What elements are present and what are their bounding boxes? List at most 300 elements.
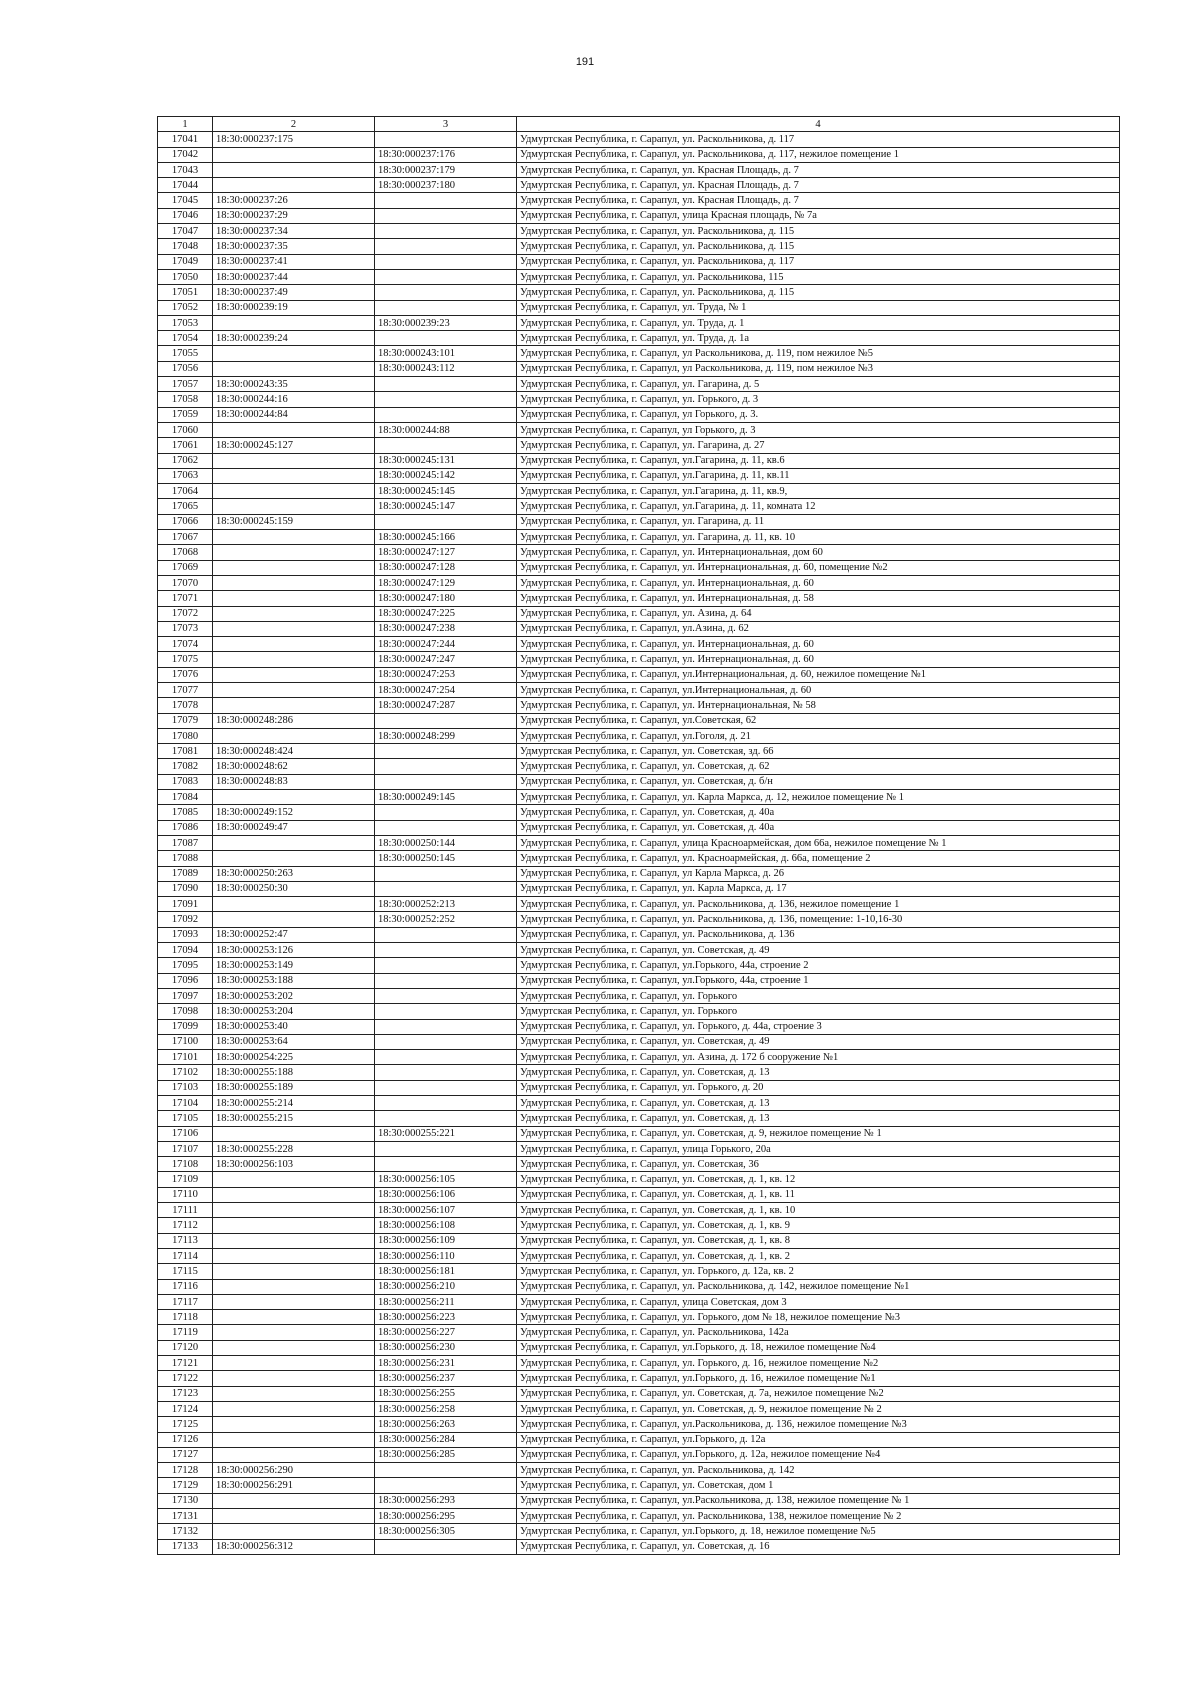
table-row <box>158 1157 1120 1172</box>
row-number-cell: 17111 <box>158 1203 213 1218</box>
table-row <box>158 774 1120 789</box>
column-header-4: 4 <box>517 117 1120 132</box>
table-row <box>158 1463 1120 1478</box>
table-row <box>158 1126 1120 1141</box>
address-cell: Удмуртская Республика, г. Сарапул, ул. Раскольникова, д. 115 <box>517 224 1120 239</box>
row-number-cell: 17081 <box>158 744 213 759</box>
table-row <box>158 208 1120 223</box>
table-row <box>158 1019 1120 1034</box>
table-row <box>158 897 1120 912</box>
table-row <box>158 484 1120 499</box>
row-number-cell: 17104 <box>158 1096 213 1111</box>
row-number-cell: 17125 <box>158 1417 213 1432</box>
address-cell: Удмуртская Республика, г. Сарапул, ул.Интернациональная, д. 60 <box>517 682 1120 697</box>
cadastral-number-alt-cell: 18:30:000256:109 <box>375 1233 517 1248</box>
row-number-cell: 17094 <box>158 943 213 958</box>
cadastral-number-cell <box>213 1294 375 1309</box>
table-row <box>158 927 1120 942</box>
address-cell: Удмуртская Республика, г. Сарапул, улица Горького, 20а <box>517 1141 1120 1156</box>
cadastral-number-alt-cell <box>375 988 517 1003</box>
row-number-cell: 17119 <box>158 1325 213 1340</box>
row-number-cell: 17127 <box>158 1447 213 1462</box>
cadastral-number-alt-cell <box>375 1463 517 1478</box>
table-row <box>158 468 1120 483</box>
row-number-cell: 17105 <box>158 1111 213 1126</box>
address-cell: Удмуртская Республика, г. Сарапул, ул. Горького, д. 3 <box>517 392 1120 407</box>
cadastral-number-alt-cell <box>375 866 517 881</box>
row-number-cell: 17057 <box>158 377 213 392</box>
cadastral-number-alt-cell: 18:30:000250:144 <box>375 835 517 850</box>
cadastral-number-cell <box>213 178 375 193</box>
cadastral-number-alt-cell: 18:30:000247:287 <box>375 698 517 713</box>
cadastral-number-cell <box>213 1356 375 1371</box>
address-cell: Удмуртская Республика, г. Сарапул, ул Горького, д. 3. <box>517 407 1120 422</box>
address-cell: Удмуртская Республика, г. Сарапул, ул.Азина, д. 62 <box>517 621 1120 636</box>
cadastral-number-cell <box>213 1325 375 1340</box>
cadastral-number-alt-cell <box>375 1080 517 1095</box>
table-row <box>158 1386 1120 1401</box>
table-row <box>158 728 1120 743</box>
row-number-cell: 17068 <box>158 545 213 560</box>
table-row <box>158 361 1120 376</box>
cadastral-number-cell <box>213 591 375 606</box>
row-number-cell: 17088 <box>158 851 213 866</box>
table-row <box>158 392 1120 407</box>
address-cell: Удмуртская Республика, г. Сарапул, ул. Интернациональная, д. 60, помещение №2 <box>517 560 1120 575</box>
address-cell: Удмуртская Республика, г. Сарапул, ул. Советская, д. 49 <box>517 1034 1120 1049</box>
address-cell: Удмуртская Республика, г. Сарапул, ул. Советская, д. 13 <box>517 1065 1120 1080</box>
cadastral-number-cell <box>213 1218 375 1233</box>
table-row <box>158 591 1120 606</box>
cadastral-number-alt-cell <box>375 820 517 835</box>
cadastral-number-alt-cell <box>375 805 517 820</box>
cadastral-number-alt-cell <box>375 713 517 728</box>
cadastral-number-cell: 18:30:000237:175 <box>213 132 375 147</box>
address-cell: Удмуртская Республика, г. Сарапул, ул. Раскольникова, д. 136, помещение: 1-10,16-30 <box>517 912 1120 927</box>
row-number-cell: 17053 <box>158 315 213 330</box>
address-cell: Удмуртская Республика, г. Сарапул, ул Раскольникова, д. 119, пом нежилое №5 <box>517 346 1120 361</box>
row-number-cell: 17075 <box>158 652 213 667</box>
cadastral-number-alt-cell: 18:30:000256:293 <box>375 1493 517 1508</box>
cadastral-number-cell <box>213 1126 375 1141</box>
cadastral-number-cell <box>213 1509 375 1524</box>
address-cell: Удмуртская Республика, г. Сарапул, ул. Труда, д. 1а <box>517 331 1120 346</box>
address-cell: Удмуртская Республика, г. Сарапул, ул. Интернациональная, д. 60 <box>517 652 1120 667</box>
cadastral-number-cell <box>213 1371 375 1386</box>
table-row <box>158 1524 1120 1539</box>
row-number-cell: 17052 <box>158 300 213 315</box>
table-row <box>158 973 1120 988</box>
cadastral-number-alt-cell <box>375 759 517 774</box>
row-number-cell: 17063 <box>158 468 213 483</box>
row-number-cell: 17121 <box>158 1356 213 1371</box>
column-header-1: 1 <box>158 117 213 132</box>
cadastral-number-alt-cell <box>375 208 517 223</box>
cadastral-number-cell: 18:30:000253:149 <box>213 958 375 973</box>
table-row <box>158 300 1120 315</box>
cadastral-number-cell <box>213 484 375 499</box>
cadastral-number-alt-cell: 18:30:000256:105 <box>375 1172 517 1187</box>
row-number-cell: 17131 <box>158 1509 213 1524</box>
address-cell: Удмуртская Республика, г. Сарапул, ул. Советская, д. 1, кв. 9 <box>517 1218 1120 1233</box>
table-row <box>158 453 1120 468</box>
cadastral-number-cell <box>213 1493 375 1508</box>
address-cell: Удмуртская Республика, г. Сарапул, ул.Советская, 62 <box>517 713 1120 728</box>
table-row <box>158 1539 1120 1554</box>
cadastral-number-alt-cell: 18:30:000237:180 <box>375 178 517 193</box>
address-cell: Удмуртская Республика, г. Сарапул, ул. Раскольникова, д. 117 <box>517 254 1120 269</box>
cadastral-number-cell: 18:30:000256:312 <box>213 1539 375 1554</box>
row-number-cell: 17114 <box>158 1248 213 1263</box>
cadastral-number-alt-cell: 18:30:000256:284 <box>375 1432 517 1447</box>
row-number-cell: 17067 <box>158 530 213 545</box>
cadastral-number-alt-cell: 18:30:000239:23 <box>375 315 517 330</box>
cadastral-number-alt-cell <box>375 774 517 789</box>
row-number-cell: 17115 <box>158 1264 213 1279</box>
cadastral-number-alt-cell <box>375 1004 517 1019</box>
table-row <box>158 637 1120 652</box>
cadastral-number-cell <box>213 1447 375 1462</box>
cadastral-number-cell <box>213 912 375 927</box>
row-number-cell: 17101 <box>158 1050 213 1065</box>
cadastral-number-cell: 18:30:000237:41 <box>213 254 375 269</box>
table-row <box>158 1264 1120 1279</box>
address-cell: Удмуртская Республика, г. Сарапул, ул.Гагарина, д. 11, кв.11 <box>517 468 1120 483</box>
row-number-cell: 17048 <box>158 239 213 254</box>
cadastral-number-alt-cell: 18:30:000256:258 <box>375 1401 517 1416</box>
table-row <box>158 499 1120 514</box>
table-row <box>158 1172 1120 1187</box>
table-row <box>158 1279 1120 1294</box>
row-number-cell: 17041 <box>158 132 213 147</box>
cadastral-number-alt-cell: 18:30:000243:101 <box>375 346 517 361</box>
table-row <box>158 943 1120 958</box>
address-cell: Удмуртская Республика, г. Сарапул, ул. Раскольникова, 142а <box>517 1325 1120 1340</box>
table-row <box>158 224 1120 239</box>
row-number-cell: 17077 <box>158 682 213 697</box>
address-cell: Удмуртская Республика, г. Сарапул, ул. Советская, зд. 66 <box>517 744 1120 759</box>
table-row <box>158 407 1120 422</box>
cadastral-number-cell: 18:30:000237:26 <box>213 193 375 208</box>
table-row <box>158 682 1120 697</box>
cadastral-number-alt-cell: 18:30:000256:237 <box>375 1371 517 1386</box>
row-number-cell: 17049 <box>158 254 213 269</box>
cadastral-number-cell: 18:30:000250:30 <box>213 881 375 896</box>
address-cell: Удмуртская Республика, г. Сарапул, ул. Советская, д. б/н <box>517 774 1120 789</box>
cadastral-number-cell: 18:30:000253:126 <box>213 943 375 958</box>
cadastral-number-alt-cell <box>375 1157 517 1172</box>
row-number-cell: 17110 <box>158 1187 213 1202</box>
address-cell: Удмуртская Республика, г. Сарапул, ул. Советская, д. 1, кв. 12 <box>517 1172 1120 1187</box>
cadastral-number-alt-cell: 18:30:000256:108 <box>375 1218 517 1233</box>
address-cell: Удмуртская Республика, г. Сарапул, улица Советская, дом 3 <box>517 1294 1120 1309</box>
cadastral-number-alt-cell: 18:30:000247:244 <box>375 637 517 652</box>
table-row <box>158 621 1120 636</box>
row-number-cell: 17092 <box>158 912 213 927</box>
address-cell: Удмуртская Республика, г. Сарапул, ул.Гагарина, д. 11, комната 12 <box>517 499 1120 514</box>
cadastral-number-cell <box>213 1401 375 1416</box>
table-row <box>158 1294 1120 1309</box>
table-row <box>158 1478 1120 1493</box>
row-number-cell: 17124 <box>158 1401 213 1416</box>
address-cell: Удмуртская Республика, г. Сарапул, ул.Горького, д. 12а <box>517 1432 1120 1447</box>
address-cell: Удмуртская Республика, г. Сарапул, ул. Интернациональная, д. 60 <box>517 575 1120 590</box>
cadastral-number-alt-cell <box>375 1539 517 1554</box>
row-number-cell: 17109 <box>158 1172 213 1187</box>
address-cell: Удмуртская Республика, г. Сарапул, ул Раскольникова, д. 119, пом нежилое №3 <box>517 361 1120 376</box>
row-number-cell: 17042 <box>158 147 213 162</box>
address-cell: Удмуртская Республика, г. Сарапул, ул. Советская, д. 62 <box>517 759 1120 774</box>
cadastral-number-alt-cell: 18:30:000247:238 <box>375 621 517 636</box>
cadastral-number-cell: 18:30:000255:189 <box>213 1080 375 1095</box>
row-number-cell: 17051 <box>158 285 213 300</box>
row-number-cell: 17085 <box>158 805 213 820</box>
cadastral-number-cell: 18:30:000243:35 <box>213 377 375 392</box>
cadastral-number-cell <box>213 315 375 330</box>
address-cell: Удмуртская Республика, г. Сарапул, ул. Советская, 36 <box>517 1157 1120 1172</box>
cadastral-number-cell <box>213 1432 375 1447</box>
address-cell: Удмуртская Республика, г. Сарапул, ул.Гагарина, д. 11, кв.9, <box>517 484 1120 499</box>
address-cell: Удмуртская Республика, г. Сарапул, ул. Советская, дом 1 <box>517 1478 1120 1493</box>
address-cell: Удмуртская Республика, г. Сарапул, ул. Азина, д. 64 <box>517 606 1120 621</box>
table-row <box>158 1187 1120 1202</box>
cadastral-number-cell: 18:30:000255:215 <box>213 1111 375 1126</box>
cadastral-number-alt-cell: 18:30:000247:128 <box>375 560 517 575</box>
cadastral-number-alt-cell <box>375 331 517 346</box>
cadastral-number-cell <box>213 162 375 177</box>
cadastral-number-alt-cell <box>375 1019 517 1034</box>
address-cell: Удмуртская Республика, г. Сарапул, ул. Азина, д. 172 б сооружение №1 <box>517 1050 1120 1065</box>
table-row <box>158 1096 1120 1111</box>
table-row <box>158 1233 1120 1248</box>
address-cell: Удмуртская Республика, г. Сарапул, ул. Красная Площадь, д. 7 <box>517 178 1120 193</box>
row-number-cell: 17084 <box>158 790 213 805</box>
address-cell: Удмуртская Республика, г. Сарапул, ул. Труда, № 1 <box>517 300 1120 315</box>
row-number-cell: 17102 <box>158 1065 213 1080</box>
table-row <box>158 1034 1120 1049</box>
table-row <box>158 331 1120 346</box>
cadastral-number-alt-cell: 18:30:000248:299 <box>375 728 517 743</box>
cadastral-number-cell: 18:30:000248:62 <box>213 759 375 774</box>
cadastral-number-alt-cell <box>375 392 517 407</box>
address-cell: Удмуртская Республика, г. Сарапул, ул. Карла Маркса, д. 12, нежилое помещение № 1 <box>517 790 1120 805</box>
address-cell: Удмуртская Республика, г. Сарапул, ул. Карла Маркса, д. 17 <box>517 881 1120 896</box>
row-number-cell: 17089 <box>158 866 213 881</box>
table-row <box>158 1218 1120 1233</box>
row-number-cell: 17097 <box>158 988 213 1003</box>
cadastral-number-alt-cell: 18:30:000245:147 <box>375 499 517 514</box>
table-row <box>158 606 1120 621</box>
cadastral-number-cell: 18:30:000239:24 <box>213 331 375 346</box>
address-cell: Удмуртская Республика, г. Сарапул, ул.Горького, д. 18, нежилое помещение №4 <box>517 1340 1120 1355</box>
cadastral-number-cell <box>213 728 375 743</box>
cadastral-number-alt-cell: 18:30:000252:252 <box>375 912 517 927</box>
table-row <box>158 514 1120 529</box>
row-number-cell: 17133 <box>158 1539 213 1554</box>
cadastral-number-alt-cell: 18:30:000256:211 <box>375 1294 517 1309</box>
row-number-cell: 17046 <box>158 208 213 223</box>
cadastral-number-cell <box>213 667 375 682</box>
address-cell: Удмуртская Республика, г. Сарапул, ул. Раскольникова, д. 142, нежилое помещение №1 <box>517 1279 1120 1294</box>
cadastral-number-cell <box>213 545 375 560</box>
cadastral-number-alt-cell: 18:30:000256:305 <box>375 1524 517 1539</box>
table-row <box>158 438 1120 453</box>
table-row <box>158 652 1120 667</box>
cadastral-number-cell <box>213 621 375 636</box>
cadastral-number-alt-cell: 18:30:000256:285 <box>375 1447 517 1462</box>
row-number-cell: 17112 <box>158 1218 213 1233</box>
table-row <box>158 1248 1120 1263</box>
column-header-3: 3 <box>375 117 517 132</box>
table-row <box>158 193 1120 208</box>
column-header-2: 2 <box>213 117 375 132</box>
row-number-cell: 17059 <box>158 407 213 422</box>
address-cell: Удмуртская Республика, г. Сарапул, ул. Горького, д. 12а, кв. 2 <box>517 1264 1120 1279</box>
cadastral-number-alt-cell: 18:30:000256:181 <box>375 1264 517 1279</box>
row-number-cell: 17044 <box>158 178 213 193</box>
cadastral-number-alt-cell: 18:30:000256:223 <box>375 1310 517 1325</box>
row-number-cell: 17050 <box>158 269 213 284</box>
cadastral-number-alt-cell: 18:30:000256:263 <box>375 1417 517 1432</box>
row-number-cell: 17126 <box>158 1432 213 1447</box>
table-row <box>158 866 1120 881</box>
table-row <box>158 1509 1120 1524</box>
cadastral-number-cell <box>213 851 375 866</box>
cadastral-number-alt-cell <box>375 269 517 284</box>
row-number-cell: 17076 <box>158 667 213 682</box>
row-number-cell: 17093 <box>158 927 213 942</box>
row-number-cell: 17045 <box>158 193 213 208</box>
row-number-cell: 17078 <box>158 698 213 713</box>
address-cell: Удмуртская Республика, г. Сарапул, ул. Раскольникова, д. 136, нежилое помещение 1 <box>517 897 1120 912</box>
cadastral-number-cell <box>213 453 375 468</box>
address-cell: Удмуртская Республика, г. Сарапул, ул. Горького, д. 16, нежилое помещение №2 <box>517 1356 1120 1371</box>
cadastral-number-cell: 18:30:000245:127 <box>213 438 375 453</box>
address-cell: Удмуртская Республика, г. Сарапул, ул Карла Маркса, д. 26 <box>517 866 1120 881</box>
page-number: 191 <box>575 56 595 68</box>
cadastral-number-cell: 18:30:000248:286 <box>213 713 375 728</box>
cadastral-number-cell <box>213 835 375 850</box>
cadastral-number-alt-cell <box>375 744 517 759</box>
cadastral-number-cell <box>213 346 375 361</box>
table-row <box>158 1356 1120 1371</box>
cadastral-number-cell: 18:30:000256:290 <box>213 1463 375 1478</box>
address-cell: Удмуртская Республика, г. Сарапул, ул. Интернациональная, д. 60 <box>517 637 1120 652</box>
address-cell: Удмуртская Республика, г. Сарапул, ул.Горького, д. 12а, нежилое помещение №4 <box>517 1447 1120 1462</box>
cadastral-number-cell <box>213 1172 375 1187</box>
table-row <box>158 1493 1120 1508</box>
table-row <box>158 1447 1120 1462</box>
cadastral-number-cell: 18:30:000250:263 <box>213 866 375 881</box>
cadastral-number-cell <box>213 1279 375 1294</box>
address-cell: Удмуртская Республика, г. Сарапул, ул. Советская, д. 1, кв. 8 <box>517 1233 1120 1248</box>
table-row <box>158 805 1120 820</box>
cadastral-number-alt-cell <box>375 881 517 896</box>
table-row <box>158 667 1120 682</box>
address-cell: Удмуртская Республика, г. Сарапул, ул. Гагарина, д. 11 <box>517 514 1120 529</box>
row-number-cell: 17099 <box>158 1019 213 1034</box>
table-row <box>158 759 1120 774</box>
table-row <box>158 254 1120 269</box>
table-row <box>158 1111 1120 1126</box>
address-cell: Удмуртская Республика, г. Сарапул, ул. Красная Площадь, д. 7 <box>517 162 1120 177</box>
cadastral-number-cell <box>213 1340 375 1355</box>
row-number-cell: 17100 <box>158 1034 213 1049</box>
cadastral-number-cell: 18:30:000245:159 <box>213 514 375 529</box>
row-number-cell: 17065 <box>158 499 213 514</box>
cadastral-number-alt-cell <box>375 239 517 254</box>
cadastral-number-cell <box>213 1417 375 1432</box>
address-cell: Удмуртская Республика, г. Сарапул, ул.Горького, 44а, строение 2 <box>517 958 1120 973</box>
row-number-cell: 17123 <box>158 1386 213 1401</box>
address-cell: Удмуртская Республика, г. Сарапул, ул. Советская, д. 1, кв. 11 <box>517 1187 1120 1202</box>
address-cell: Удмуртская Республика, г. Сарапул, ул. Советская, д. 7а, нежилое помещение №2 <box>517 1386 1120 1401</box>
cadastral-number-cell: 18:30:000237:35 <box>213 239 375 254</box>
table-row <box>158 988 1120 1003</box>
table-row <box>158 285 1120 300</box>
address-cell: Удмуртская Республика, г. Сарапул, ул. Советская, д. 40а <box>517 805 1120 820</box>
row-number-cell: 17130 <box>158 1493 213 1508</box>
cadastral-number-cell: 18:30:000249:47 <box>213 820 375 835</box>
row-number-cell: 17066 <box>158 514 213 529</box>
cadastral-number-cell <box>213 652 375 667</box>
row-number-cell: 17118 <box>158 1310 213 1325</box>
address-cell: Удмуртская Республика, г. Сарапул, ул. Советская, д. 40а <box>517 820 1120 835</box>
cadastral-number-alt-cell <box>375 285 517 300</box>
row-number-cell: 17071 <box>158 591 213 606</box>
cadastral-number-cell: 18:30:000244:16 <box>213 392 375 407</box>
cadastral-number-alt-cell: 18:30:000247:253 <box>375 667 517 682</box>
address-cell: Удмуртская Республика, г. Сарапул, ул. Гагарина, д. 27 <box>517 438 1120 453</box>
address-cell: Удмуртская Республика, г. Сарапул, ул. Советская, д. 9, нежилое помещение № 1 <box>517 1126 1120 1141</box>
cadastral-number-alt-cell <box>375 377 517 392</box>
cadastral-number-cell <box>213 468 375 483</box>
cadastral-number-alt-cell: 18:30:000256:110 <box>375 1248 517 1263</box>
table-row <box>158 835 1120 850</box>
cadastral-number-cell <box>213 1264 375 1279</box>
row-number-cell: 17086 <box>158 820 213 835</box>
cadastral-number-alt-cell <box>375 943 517 958</box>
cadastral-number-alt-cell <box>375 1050 517 1065</box>
cadastral-number-cell: 18:30:000249:152 <box>213 805 375 820</box>
cadastral-number-cell <box>213 422 375 437</box>
cadastral-number-cell: 18:30:000237:34 <box>213 224 375 239</box>
cadastral-number-alt-cell <box>375 927 517 942</box>
row-number-cell: 17080 <box>158 728 213 743</box>
address-cell: Удмуртская Республика, г. Сарапул, ул. Раскольникова, 115 <box>517 269 1120 284</box>
cadastral-number-alt-cell <box>375 407 517 422</box>
table-row <box>158 1417 1120 1432</box>
cadastral-number-cell: 18:30:000256:291 <box>213 1478 375 1493</box>
cadastral-number-alt-cell: 18:30:000256:255 <box>375 1386 517 1401</box>
row-number-cell: 17103 <box>158 1080 213 1095</box>
cadastral-number-cell: 18:30:000255:228 <box>213 1141 375 1156</box>
cadastral-number-alt-cell: 18:30:000256:295 <box>375 1509 517 1524</box>
address-cell: Удмуртская Республика, г. Сарапул, ул. Раскольникова, д. 117, нежилое помещение 1 <box>517 147 1120 162</box>
cadastral-number-alt-cell: 18:30:000245:145 <box>375 484 517 499</box>
cadastral-number-alt-cell <box>375 1065 517 1080</box>
table-row <box>158 1401 1120 1416</box>
cadastral-number-cell <box>213 575 375 590</box>
cadastral-number-alt-cell: 18:30:000247:254 <box>375 682 517 697</box>
address-cell: Удмуртская Республика, г. Сарапул, ул. Гагарина, д. 11, кв. 10 <box>517 530 1120 545</box>
cadastral-number-cell <box>213 499 375 514</box>
row-number-cell: 17106 <box>158 1126 213 1141</box>
address-cell: Удмуртская Республика, г. Сарапул, ул. Советская, д. 1, кв. 10 <box>517 1203 1120 1218</box>
cadastral-number-alt-cell: 18:30:000244:88 <box>375 422 517 437</box>
cadastral-number-cell <box>213 1203 375 1218</box>
row-number-cell: 17128 <box>158 1463 213 1478</box>
